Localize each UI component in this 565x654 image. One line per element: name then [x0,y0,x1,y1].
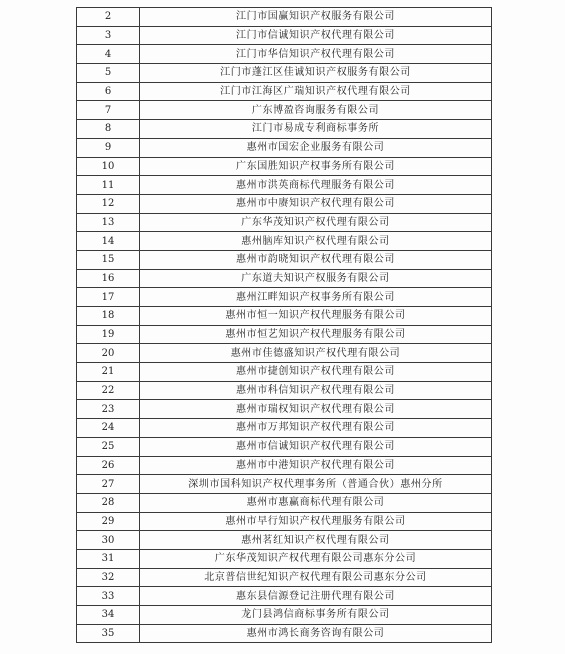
agency-name: 惠州市恒一知识产权代理服务有限公司 [140,307,492,326]
agency-name: 江门市国赢知识产权服务有限公司 [140,8,492,27]
row-number: 15 [77,250,140,269]
agency-name: 深圳市国科知识产权代理事务所（普通合伙）惠州分所 [140,475,492,494]
row-number: 24 [77,419,140,438]
agency-name: 广东华茂知识产权代理有限公司惠东分公司 [140,549,492,568]
table-row [77,400,492,419]
agency-name: 惠州市中赓知识产权代理有限公司 [140,194,492,213]
agency-name: 惠州市韵晓知识产权代理有限公司 [140,250,492,269]
table-row [77,307,492,326]
table-row [77,26,492,45]
table-row [77,531,492,550]
table-row [77,269,492,288]
row-number: 13 [77,213,140,232]
row-number: 20 [77,344,140,363]
table-row [77,8,492,27]
table-row [77,325,492,344]
table-row [77,549,492,568]
agency-name: 惠州市瑞权知识产权代理有限公司 [140,400,492,419]
agency-name: 惠州茗红知识产权代理有限公司 [140,531,492,550]
table-row [77,176,492,195]
row-number: 35 [77,624,140,643]
row-number: 5 [77,64,140,83]
row-number: 27 [77,475,140,494]
row-number: 8 [77,120,140,139]
row-number: 22 [77,381,140,400]
row-number: 18 [77,307,140,326]
table-row [77,213,492,232]
row-number: 32 [77,568,140,587]
table-row [77,587,492,606]
row-number: 9 [77,138,140,157]
agency-name: 广东华茂知识产权代理有限公司 [140,213,492,232]
table-row [77,606,492,625]
row-number: 31 [77,549,140,568]
table-row [77,250,492,269]
agency-name: 江门市蓬江区佳诚知识产权服务有限公司 [140,64,492,83]
agency-list-body [77,8,492,643]
row-number: 11 [77,176,140,195]
table-row [77,120,492,139]
agency-name: 江门市江海区广瑞知识产权代理有限公司 [140,82,492,101]
table-row [77,493,492,512]
row-number: 17 [77,288,140,307]
agency-name: 惠州市早行知识产权代理服务有限公司 [140,512,492,531]
row-number: 19 [77,325,140,344]
table-row [77,138,492,157]
row-number: 14 [77,232,140,251]
agency-name: 广东博盈咨询服务有限公司 [140,101,492,120]
table-row [77,419,492,438]
agency-name: 江门市华信知识产权代理有限公司 [140,45,492,64]
row-number: 25 [77,437,140,456]
table-row [77,456,492,475]
table-row [77,288,492,307]
agency-name: 惠州市信诚知识产权代理有限公司 [140,437,492,456]
agency-name: 江门市易成专利商标事务所 [140,120,492,139]
row-number: 6 [77,82,140,101]
agency-name: 惠州市鸿长商务咨询有限公司 [140,624,492,643]
row-number: 10 [77,157,140,176]
agency-name: 惠州市佳德盛知识产权代理有限公司 [140,344,492,363]
table-row [77,45,492,64]
table-row [77,512,492,531]
row-number: 3 [77,26,140,45]
table-row [77,232,492,251]
table-row [77,363,492,382]
row-number: 16 [77,269,140,288]
agency-name: 江门市信诚知识产权代理有限公司 [140,26,492,45]
row-number: 26 [77,456,140,475]
table-row [77,344,492,363]
row-number: 33 [77,587,140,606]
table-row [77,64,492,83]
agency-name: 惠州市惠赢商标代理有限公司 [140,493,492,512]
row-number: 28 [77,493,140,512]
table-row [77,381,492,400]
row-number: 4 [77,45,140,64]
agency-name: 广东国胜知识产权事务所有限公司 [140,157,492,176]
agency-name: 惠州市恒艺知识产权代理服务有限公司 [140,325,492,344]
table-row [77,568,492,587]
agency-name: 惠州江畔知识产权事务所有限公司 [140,288,492,307]
table-row [77,475,492,494]
row-number: 2 [77,8,140,27]
row-number: 34 [77,606,140,625]
table-row [77,157,492,176]
row-number: 12 [77,194,140,213]
row-number: 29 [77,512,140,531]
agency-name: 惠州市科信知识产权代理有限公司 [140,381,492,400]
row-number: 30 [77,531,140,550]
table-row [77,101,492,120]
agency-name: 惠州市国宏企业服务有限公司 [140,138,492,157]
agency-name: 龙门县鸿信商标事务所有限公司 [140,606,492,625]
table-row [77,624,492,643]
agency-name: 惠州市洪英商标代理服务有限公司 [140,176,492,195]
table-row [77,82,492,101]
table-row [77,437,492,456]
agency-list-table [76,7,492,643]
agency-name: 北京普信世纪知识产权代理有限公司惠东分公司 [140,568,492,587]
agency-name: 惠东县信源登记注册代理有限公司 [140,587,492,606]
table-row [77,194,492,213]
row-number: 21 [77,363,140,382]
agency-name: 惠州市中港知识产权代理有限公司 [140,456,492,475]
row-number: 7 [77,101,140,120]
agency-name: 惠州市捷创知识产权代理有限公司 [140,363,492,382]
agency-name: 惠州市万邦知识产权代理有限公司 [140,419,492,438]
row-number: 23 [77,400,140,419]
agency-name: 广东道夫知识产权服务有限公司 [140,269,492,288]
agency-name: 惠州脑库知识产权代理有限公司 [140,232,492,251]
